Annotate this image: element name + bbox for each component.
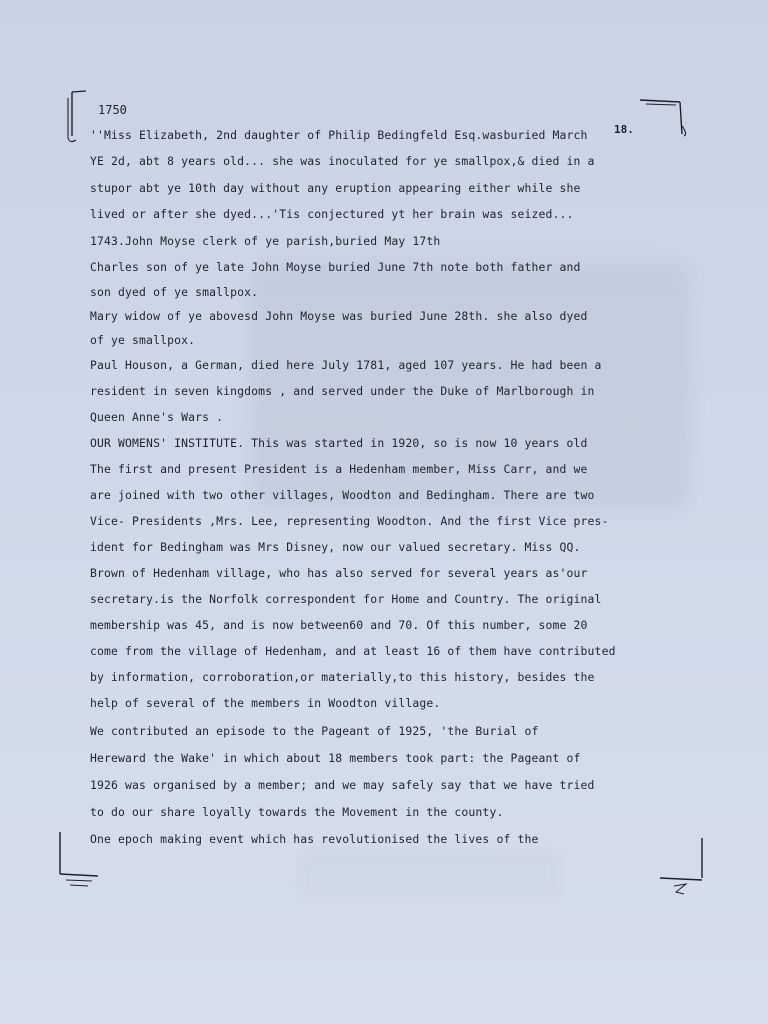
text-line: Hereward the Wake' in which about 18 members took part: the Pageant of [90,751,581,765]
text-line: Charles son of ye late John Moyse buried June 7th note both father and [90,260,581,274]
text-line: One epoch making event which has revolutionised the lives of the [90,832,539,846]
text-line: ''Miss Elizabeth, 2nd daughter of Philip Bedingfeld Esq.wasburied March [90,128,588,142]
text-line: 1926 was organised by a member; and we may safely say that we have tried [90,778,595,792]
text-line: to do our share loyally towards the Movement in the county. [90,805,504,819]
text-line: are joined with two other villages, Woodton and Bedingham. There are two [90,488,595,502]
text-line: stupor abt ye 10th day without any eruption appearing either while she [90,181,581,195]
text-line: We contributed an episode to the Pageant of 1925, 'the Burial of [90,724,539,738]
text-line: Mary widow of ye abovesd John Moyse was buried June 28th. she also dyed [90,309,588,323]
text-line: lived or after she dyed...'Tis conjectured yt her brain was seized... [90,207,574,221]
text-line: by information, corroboration,or materially,to this history, besides the [90,670,595,684]
text-line: The first and present President is a Hedenham member, Miss Carr, and we [90,462,588,476]
text-line: help of several of the members in Woodton village. [90,696,441,710]
show-through-shadow-lower [300,850,560,900]
text-line: Vice- Presidents ,Mrs. Lee, representing Woodton. And the first Vice pres- [90,514,609,528]
text-line: 1743.John Moyse clerk of ye parish,buried May 17th [90,234,441,248]
text-line: come from the village of Hedenham, and at least 16 of them have contributed [90,644,616,658]
text-line: ident for Bedingham was Mrs Disney, now our valued secretary. Miss QQ. [90,540,581,554]
header-year: 1750 [98,103,127,117]
text-line: of ye smallpox. [90,333,196,347]
text-line: secretary.is the Norfolk correspondent for Home and Country. The original [90,592,602,606]
text-line: Paul Houson, a German, died here July 1781, aged 107 years. He had been a [90,358,602,372]
text-line: resident in seven kingdoms , and served under the Duke of Marlborough in [90,384,595,398]
text-line: Queen Anne's Wars . [90,410,224,424]
text-line: membership was 45, and is now between60 and 70. Of this number, some 20 [90,618,588,632]
text-line: son dyed of ye smallpox. [90,285,259,299]
text-line: YE 2d, abt 8 years old... she was inoculated for ye smallpox,& died in a [90,154,595,168]
text-line: Brown of Hedenham village, who has also served for several years as'our [90,566,588,580]
text-line: OUR WOMENS' INSTITUTE. This was started in 1920, so is now 10 years old [90,436,588,450]
bottom-right-corner-mark [652,834,712,904]
page-number: 18. [614,123,634,136]
